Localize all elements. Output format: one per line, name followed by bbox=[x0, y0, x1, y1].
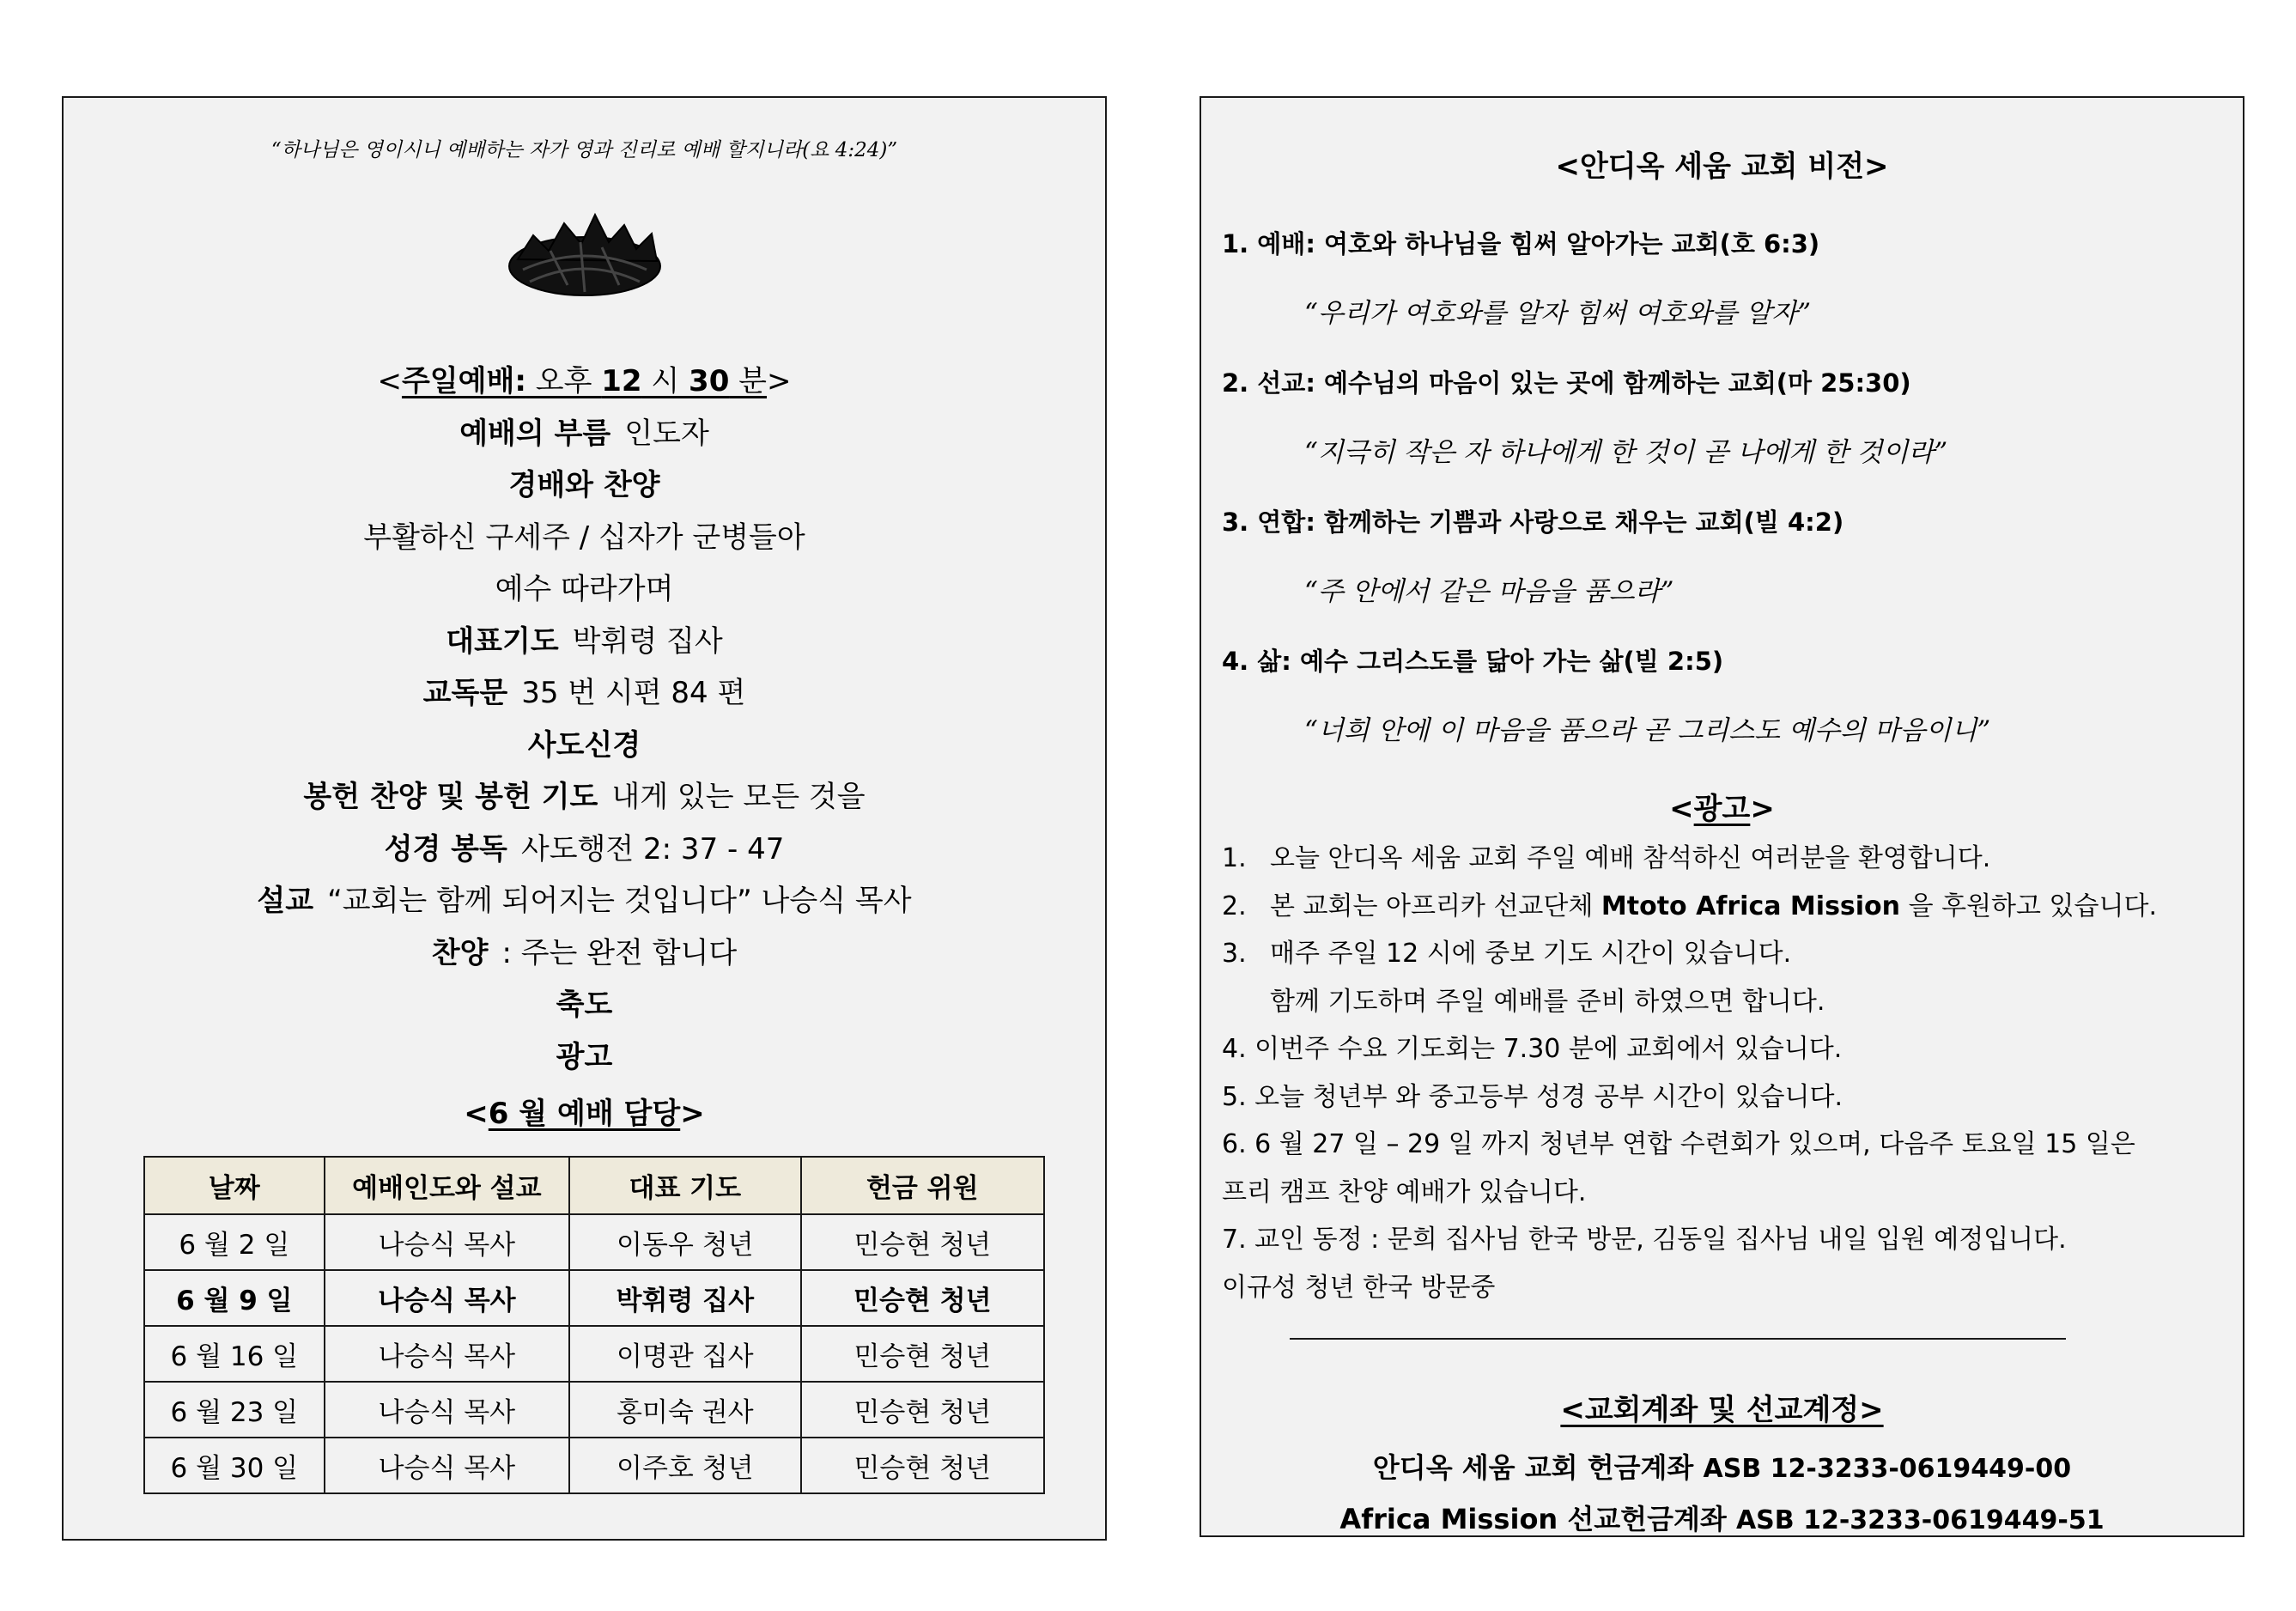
order-item bbox=[64, 979, 1105, 1031]
order-item-text: 박휘령 집사 bbox=[572, 623, 723, 659]
vision-item: 4. 삶: 예수 그리스도를 닮아 가는 삶(빌 2:5) bbox=[1222, 647, 1724, 676]
table-cell: 나승식 목사 bbox=[325, 1270, 569, 1326]
announcement-7: 7. 교인 동정 : 문희 집사님 한국 방문, 김동일 집사님 내일 입원 예정입니다. bbox=[1222, 1225, 2067, 1255]
table-cell: 민승현 청년 bbox=[801, 1270, 1044, 1326]
vision-item: 1. 예배: 여호와 하나님을 힘써 알아가는 교회(호 6:3) bbox=[1222, 229, 1820, 258]
table-cell: 6 월 23 일 bbox=[144, 1382, 325, 1438]
order-item-text: 사도행전 2: 37 - 47 bbox=[520, 831, 785, 866]
announcement-7-cont: 이규성 청년 한국 방문중 bbox=[1222, 1272, 1496, 1303]
table-cell: 민승현 청년 bbox=[801, 1438, 1044, 1493]
worship-order-panel bbox=[62, 96, 1107, 1541]
order-item-label: 찬양 bbox=[431, 935, 489, 970]
account-offering: 안디옥 세움 교회 헌금계좌 ASB 12-3233-0619449-00 bbox=[1372, 1451, 2072, 1484]
order-of-service bbox=[64, 356, 1105, 1140]
order-item-text: “교회는 함께 되어지는 것입니다” 나승식 목사 bbox=[327, 884, 912, 918]
table-row bbox=[144, 1326, 1044, 1382]
account-mission: Africa Mission 선교헌금계좌 ASB 12-3233-0619449-51 bbox=[1339, 1503, 2105, 1535]
table-cell: 나승식 목사 bbox=[325, 1438, 569, 1493]
order-item-label: 축도 bbox=[556, 988, 613, 1022]
order-item-text: : 주는 완전 합니다 bbox=[501, 935, 738, 970]
crown-icon bbox=[64, 199, 1105, 302]
table-row bbox=[144, 1382, 1044, 1438]
order-item-label: 설교 bbox=[257, 884, 314, 918]
order-item bbox=[64, 875, 1105, 927]
table-row bbox=[144, 1270, 1044, 1326]
announcement-5: 5. 오늘 청년부 와 중고등부 성경 공부 시간이 있습니다. bbox=[1222, 1081, 1843, 1112]
table-cell: 이주호 청년 bbox=[569, 1438, 800, 1493]
order-item-text: 내게 있는 모든 것을 bbox=[611, 780, 866, 814]
table-cell: 민승현 청년 bbox=[801, 1382, 1044, 1438]
order-item bbox=[64, 771, 1105, 824]
table-cell: 이명관 집사 bbox=[569, 1326, 800, 1382]
announcement-4: 4. 이번주 수요 기도회는 7.30 분에 교회에서 있습니다. bbox=[1222, 1034, 1843, 1064]
table-header: 대표 기도 bbox=[569, 1157, 800, 1214]
order-item-label: 교독문 bbox=[422, 676, 508, 710]
order-item bbox=[64, 408, 1105, 460]
accounts-title: <교회계좌 및 선교계정> bbox=[1560, 1393, 1884, 1427]
service-title: <주일예배: 오후 12 시 30 분> bbox=[377, 364, 792, 398]
order-item-text: 부활하신 구세주 / 십자가 군병들아 bbox=[363, 520, 805, 555]
vision-quote: “지극히 작은 자 하나에게 한 것이 곧 나에게 한 것이라” bbox=[1304, 437, 1948, 468]
ads-title: <광고> bbox=[1669, 792, 1775, 826]
table-cell: 홍미숙 권사 bbox=[569, 1382, 800, 1438]
order-item bbox=[64, 512, 1105, 564]
vision-quote: “주 안에서 같은 마음을 품으라” bbox=[1304, 576, 1674, 607]
duty-table bbox=[143, 1156, 1045, 1494]
order-item bbox=[64, 824, 1105, 876]
vision-item: 2. 선교: 예수님의 마음이 있는 곳에 함께하는 교회(마 25:30) bbox=[1222, 368, 1911, 398]
vision-quote: “우리가 여호와를 알자 힘써 여호와를 알자” bbox=[1304, 298, 1812, 329]
announcement-1: 1. 오늘 안디옥 세움 교회 주일 예배 참석하신 여러분을 환영합니다. bbox=[1222, 843, 1991, 873]
order-item-text: 예수 따라가며 bbox=[495, 572, 674, 606]
announcements-list bbox=[1222, 835, 2226, 1311]
order-item-label: 광고 bbox=[556, 1039, 613, 1074]
table-cell: 6 월 9 일 bbox=[144, 1270, 325, 1326]
order-item-label: 대표기도 bbox=[446, 623, 559, 659]
table-cell: 6 월 16 일 bbox=[144, 1326, 325, 1382]
table-header: 예배인도와 설교 bbox=[325, 1157, 569, 1214]
verse-header: “하나님은 영이시니 예배하는 자가 영과 진리로 예배 할지니라(요 4:24)” bbox=[270, 139, 898, 161]
table-cell: 나승식 목사 bbox=[325, 1382, 569, 1438]
order-item bbox=[64, 616, 1105, 668]
vision-quote: “너희 안에 이 마음을 품으라 곧 그리스도 예수의 마음이니” bbox=[1304, 715, 1991, 746]
vision-list bbox=[1222, 210, 2226, 766]
announcement-2: 2. 본 교회는 아프리카 선교단체 Mtoto Africa Mission 을 후원하고 있습니다. bbox=[1222, 891, 2157, 921]
order-item bbox=[64, 1031, 1105, 1084]
church-info-panel bbox=[1200, 96, 2244, 1537]
table-cell: 박휘령 집사 bbox=[569, 1270, 800, 1326]
announcement-3-cont: 함께 기도하며 주일 예배를 준비 하였으면 합니다. bbox=[1270, 986, 1825, 1017]
table-cell: 이동우 청년 bbox=[569, 1214, 800, 1270]
table-cell: 6 월 2 일 bbox=[144, 1214, 325, 1270]
duty-title: <6 월 예배 담당> bbox=[464, 1097, 705, 1131]
table-cell: 나승식 목사 bbox=[325, 1214, 569, 1270]
order-item bbox=[64, 667, 1105, 720]
table-row bbox=[144, 1214, 1044, 1270]
announcement-6-cont: 프리 캠프 찬양 예배가 있습니다. bbox=[1222, 1176, 1587, 1207]
order-item-label: 예배의 부름 bbox=[459, 416, 611, 451]
table-header: 날짜 bbox=[144, 1157, 325, 1214]
table-cell: 6 월 30 일 bbox=[144, 1438, 325, 1493]
order-item bbox=[64, 563, 1105, 616]
announcement-3: 3. 매주 주일 12 시에 중보 기도 시간이 있습니다. bbox=[1222, 939, 1792, 969]
divider bbox=[1290, 1338, 2066, 1340]
announcement-6: 6. 6 월 27 일 – 29 일 까지 청년부 연합 수련회가 있으며, 다음주 토요일 15 일은 bbox=[1222, 1129, 2135, 1159]
order-item-text: 35 번 시편 84 편 bbox=[521, 676, 746, 710]
order-item-label: 성경 봉독 bbox=[384, 831, 507, 866]
order-item-label: 사도신경 bbox=[527, 727, 641, 763]
table-cell: 민승현 청년 bbox=[801, 1214, 1044, 1270]
table-header: 헌금 위원 bbox=[801, 1157, 1044, 1214]
table-cell: 나승식 목사 bbox=[325, 1326, 569, 1382]
order-item bbox=[64, 459, 1105, 512]
order-item-text: 인도자 bbox=[624, 416, 709, 451]
order-item bbox=[64, 927, 1105, 980]
table-row bbox=[144, 1438, 1044, 1493]
vision-title: <안디옥 세움 교회 비전> bbox=[1555, 149, 1889, 184]
crown-of-thorns-image bbox=[499, 199, 671, 302]
order-item-label: 경배와 찬양 bbox=[508, 468, 660, 502]
vision-item: 3. 연합: 함께하는 기쁨과 사랑으로 채우는 교회(빌 4:2) bbox=[1222, 508, 1844, 537]
order-item bbox=[64, 720, 1105, 772]
table-cell: 민승현 청년 bbox=[801, 1326, 1044, 1382]
order-item-label: 봉헌 찬양 및 봉헌 기도 bbox=[303, 780, 598, 814]
